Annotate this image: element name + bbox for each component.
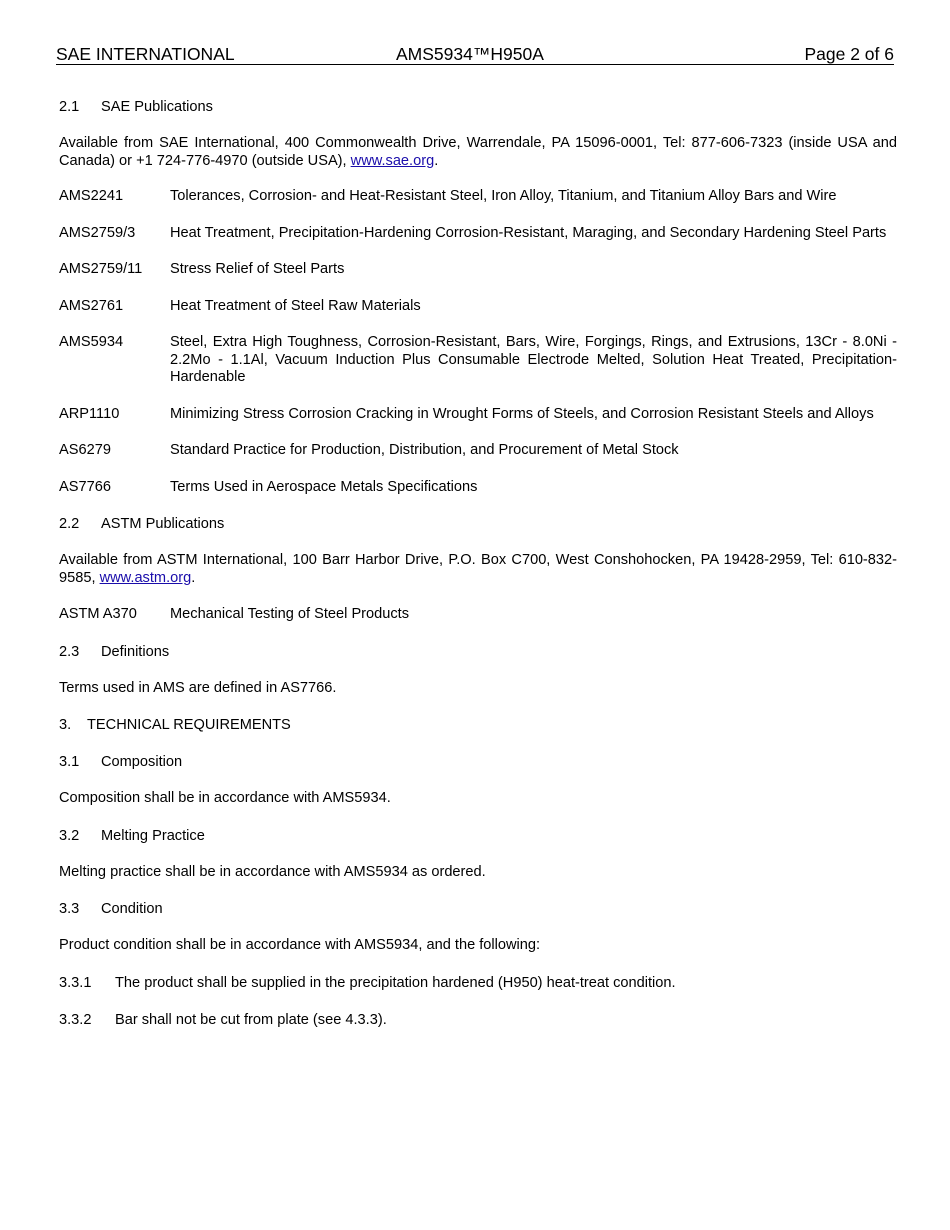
section-number: 3.2 xyxy=(59,827,80,844)
section-title: TECHNICAL REQUIREMENTS xyxy=(87,717,291,733)
reference-code: ASTM A370 xyxy=(59,606,137,622)
section-title: SAE Publications xyxy=(101,99,213,115)
reference-entry xyxy=(59,188,897,206)
reference-code: ARP1110 xyxy=(59,405,120,422)
reference-description: Minimizing Stress Corrosion Cracking in Wrought Forms of Steels, and Corrosion Resistant Steels and Alloys xyxy=(170,405,874,422)
section-title: Melting Practice xyxy=(101,827,205,844)
section-title: Definitions xyxy=(101,643,170,660)
section-number: 3.3.2 xyxy=(59,1011,92,1028)
section-title: ASTM Publications xyxy=(101,516,225,532)
reference-entry xyxy=(59,442,897,460)
reference-code: AMS2761 xyxy=(59,297,124,314)
section-number: 3.1 xyxy=(59,754,80,770)
section-3-2-heading xyxy=(59,827,897,845)
condition-paragraph: Product condition shall be in accordance with AMS5934, and the following: xyxy=(59,937,541,953)
section-2-1-heading xyxy=(59,98,897,116)
reference-code: AMS2759/3 xyxy=(59,224,136,241)
page-header xyxy=(56,44,894,65)
section-number: 2.1 xyxy=(59,99,80,115)
reference-code: AMS2241 xyxy=(59,188,124,204)
reference-description: Stress Relief of Steel Parts xyxy=(170,261,345,277)
header-doc-id: AMS5934™H950A xyxy=(396,44,544,64)
reference-code: AS6279 xyxy=(59,442,111,458)
section-number: 3.3 xyxy=(59,901,80,917)
reference-description: Heat Treatment, Precipitation-Hardening Corrosion-Resistant, Maraging, and Secondary Hardening Steel Parts xyxy=(170,224,887,241)
reference-code: AMS2759/11 xyxy=(59,261,143,277)
reference-description: Standard Practice for Production, Distribution, and Procurement of Metal Stock xyxy=(170,442,679,458)
section-3-1-heading xyxy=(59,753,897,771)
astm-availability-paragraph: Available from ASTM International, 100 Barr Harbor Drive, P.O. Box C700, West Conshohocken, PA 19428-2959, Tel: 610-832-9585, www.astm.org. xyxy=(59,552,897,586)
section-3-3-heading xyxy=(59,900,897,918)
reference-entry xyxy=(59,606,897,624)
reference-description: Mechanical Testing of Steel Products xyxy=(170,606,410,622)
definitions-paragraph: Terms used in AMS are defined in AS7766. xyxy=(59,679,337,696)
astm-website-link[interactable]: www.astm.org xyxy=(99,569,192,586)
section-title: Composition xyxy=(101,754,183,770)
sae-website-link[interactable]: www.sae.org xyxy=(350,152,435,169)
section-3-heading xyxy=(59,716,897,734)
section-number: 3. xyxy=(59,717,72,733)
section-number: 3.3.1 xyxy=(59,974,92,991)
section-number: 2.2 xyxy=(59,516,80,532)
composition-paragraph: Composition shall be in accordance with AMS5934. xyxy=(59,790,391,806)
section-3-3-1 xyxy=(59,974,897,992)
section-2-2-heading xyxy=(59,515,897,533)
reference-entry xyxy=(59,298,897,316)
reference-entry xyxy=(59,261,897,279)
reference-description: Terms Used in Aerospace Metals Specifications xyxy=(170,478,478,495)
section-text: The product shall be supplied in the precipitation hardened (H950) heat-treat condition. xyxy=(115,974,676,991)
reference-description: Heat Treatment of Steel Raw Materials xyxy=(170,297,421,314)
document-body xyxy=(59,98,897,1029)
melting-practice-paragraph: Melting practice shall be in accordance with AMS5934 as ordered. xyxy=(59,863,486,880)
section-2-3-heading xyxy=(59,643,897,661)
section-3-3-2 xyxy=(59,1011,897,1029)
reference-code: AS7766 xyxy=(59,478,111,495)
sae-availability-paragraph: Available from SAE International, 400 Commonwealth Drive, Warrendale, PA 15096-0001, Tel: 877-606-7323 (inside USA and Canada) or +1 724-776-4970 (outside USA), www.sae.org. xyxy=(59,135,897,169)
reference-entry xyxy=(59,334,897,387)
reference-entry xyxy=(59,406,897,424)
reference-description: Steel, Extra High Toughness, Corrosion-Resistant, Bars, Wire, Forgings, Rings, and Extrusions, 13Cr - 8.0Ni - 2.2Mo - 1.1Al, Vacuum Induction Plus Consumable Electrode Melted, Solution Heat Treated, Precipitation-Hardenable xyxy=(170,334,897,385)
section-number: 2.3 xyxy=(59,643,80,660)
reference-entry xyxy=(59,225,897,243)
header-page-number: Page 2 of 6 xyxy=(804,44,894,64)
section-text: Bar shall not be cut from plate (see 4.3.3). xyxy=(115,1011,387,1028)
header-org: SAE INTERNATIONAL xyxy=(56,44,235,64)
reference-entry xyxy=(59,479,897,497)
reference-description: Tolerances, Corrosion- and Heat-Resistant Steel, Iron Alloy, Titanium, and Titanium Alloy Bars and Wire xyxy=(170,188,837,204)
section-title: Condition xyxy=(101,901,163,917)
reference-code: AMS5934 xyxy=(59,334,124,350)
